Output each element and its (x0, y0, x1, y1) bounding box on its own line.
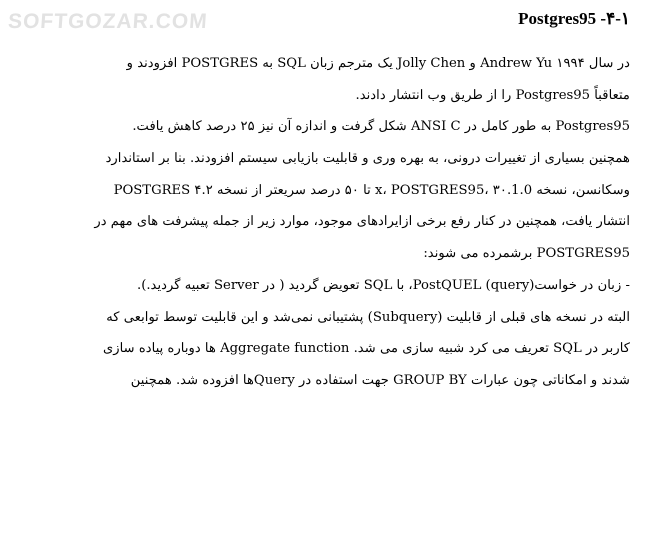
text-line-7: POSTGRES95 برشمرده می شوند: (423, 246, 630, 262)
section-heading: Postgres95 -۴-۱ (518, 9, 630, 28)
text-line-10: کاربر در SQL تعریف می کرد شبیه سازی می شد. Aggregate function ها دوباره پیاده سازی (102, 341, 630, 357)
text-line-11: شدند و امکاناتی چون عبارات GROUP BY جهت استفاده در Queryها افزوده شد. همچنین (130, 372, 630, 388)
text-line-9: البته در نسخه های قبلی از قابلیت (Subquery) پشتیبانی نمی‌شد و این قابلیت توسط توابعی که (106, 309, 630, 325)
text-line-3: Postgres95 به طور کامل در ANSI C شکل گرفت و اندازه آن نیز ۲۵ درصد کاهش یافت. (132, 119, 630, 135)
text-line-1: در سال ۱۹۹۴ Andrew Yu و Jolly Chen یک مترجم زبان SQL به POSTGRES افزودند و (126, 56, 630, 71)
body-paragraphs (16, 48, 630, 397)
text-line-8: - زبان در خواست(query) PostQUEL، با SQL تعویض گردید ( در Server تعبیه گردید.). (137, 277, 630, 293)
watermark: SOFTGOZAR.COM (7, 10, 209, 33)
text-line-2: متعاقباً Postgres95 را از طریق وب انتشار دادند. (355, 87, 630, 103)
text-line-5: وسکانسن، نسخه 1.0.x، POSTGRES95، ۳۰ تا ۵۰ درصد سریعتر از نسخه ۴.۲ POSTGRES (113, 182, 630, 198)
text-line-6: انتشار یافت، همچنین در کنار رفع برخی ازایرادهای موجود، موارد زیر از جمله پیشرفت های مهم در (94, 214, 630, 230)
text-line-4: همچنین بسیاری از تغییرات درونی، به بهره وری و قابلیت بازیابی سیستم افزودند. بنا بر استاندارد (105, 151, 630, 167)
